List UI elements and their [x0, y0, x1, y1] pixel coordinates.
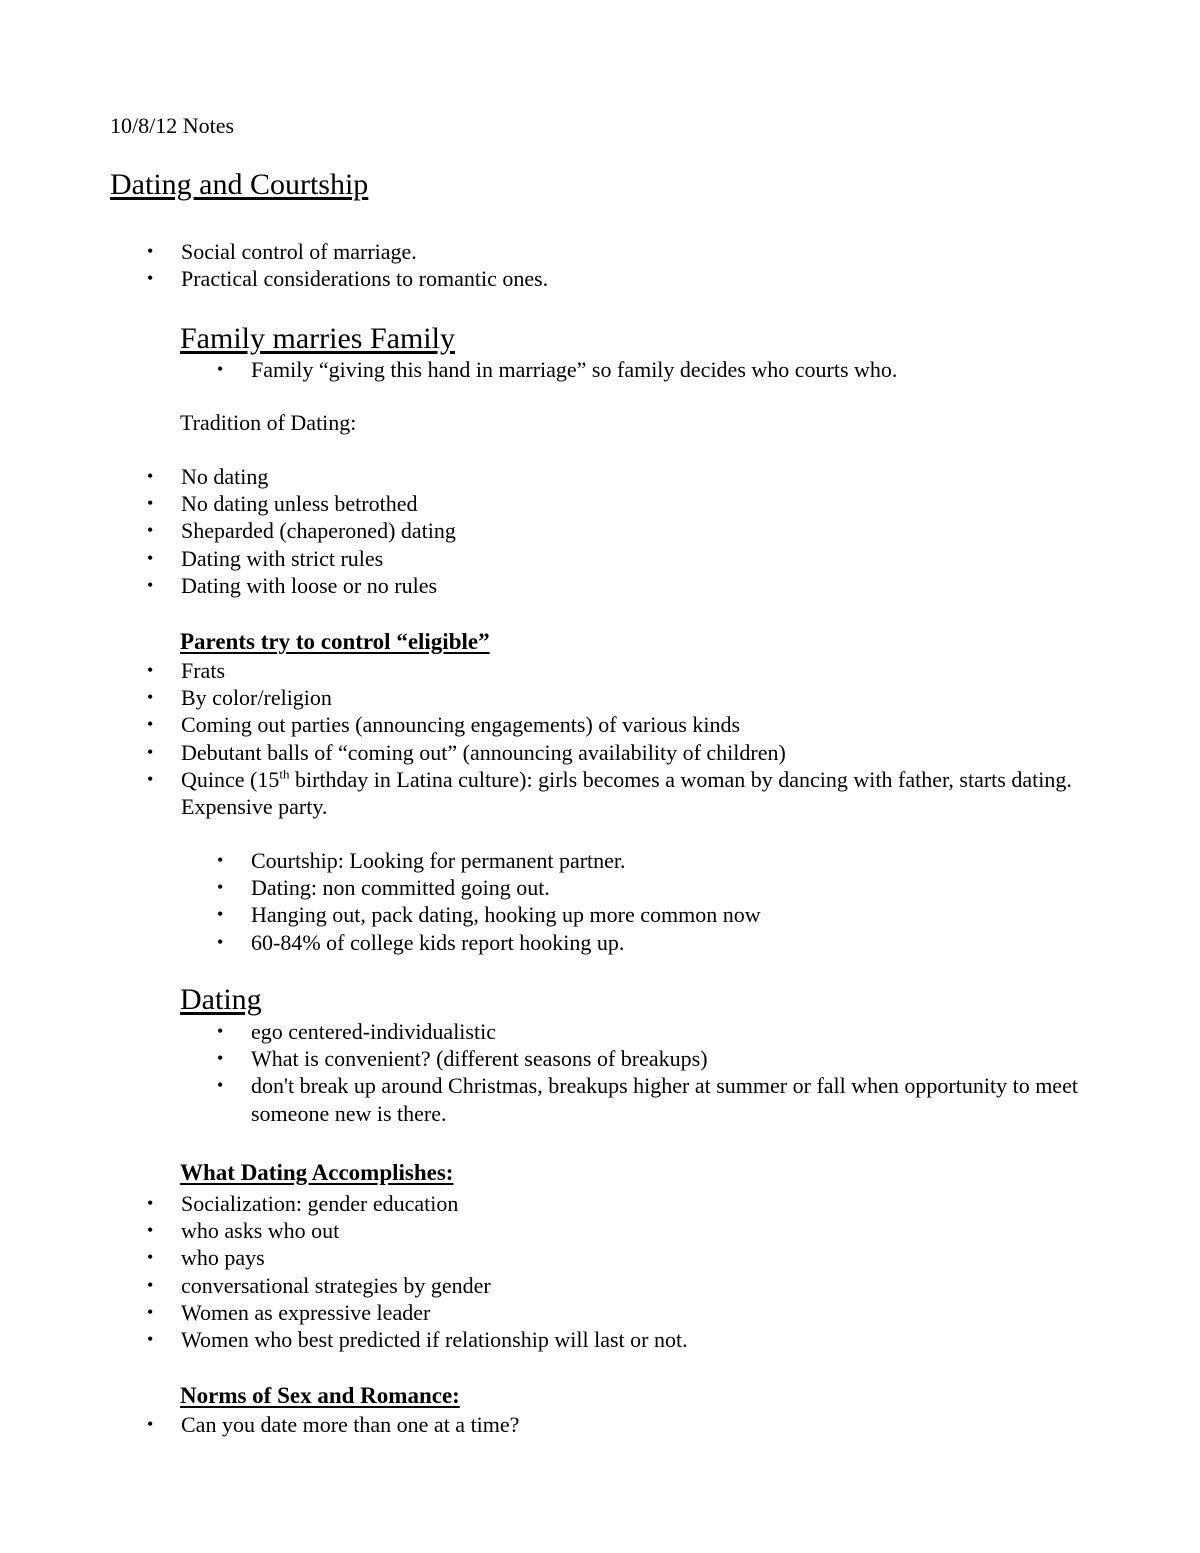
intro-bullet-list [147, 238, 549, 292]
superscript-ordinal: th [279, 766, 290, 782]
list-item: • Debutant balls of “coming out” (announcing availability of children) [147, 739, 786, 765]
parents-heading: Parents try to control “eligible” [180, 629, 490, 654]
bullet-icon: • [217, 850, 224, 870]
document-title: Dating and Courtship [110, 168, 369, 201]
list-item: • who pays [147, 1245, 265, 1271]
family-bullet-list [217, 356, 898, 383]
bullet-icon: • [147, 466, 154, 486]
list-item: • Social control of marriage. [147, 239, 417, 264]
accomplishes-heading: What Dating Accomplishes [180, 1160, 446, 1185]
bullet-icon: • [147, 1274, 154, 1295]
parents-bullet-list [147, 657, 1081, 820]
bullet-icon: • [147, 687, 154, 708]
list-item: • Hanging out, pack dating, hooking up more common now [217, 902, 761, 928]
accomplishes-bullet-list [147, 1190, 688, 1353]
list-item: • By color/religion [147, 685, 332, 711]
accomplishes-heading-colon: : [445, 1160, 454, 1185]
list-item: • Dating with strict rules [147, 545, 384, 571]
bullet-icon: • [217, 877, 224, 898]
list-item: • Dating with loose or no rules [147, 572, 438, 598]
bullet-icon: • [147, 547, 154, 568]
list-item: • don't break up around Christmas, breakups higher at summer or fall when opportunity to meet someone new is there. [217, 1073, 1078, 1126]
bullet-icon: • [147, 574, 154, 595]
list-item: • who asks who out [147, 1218, 340, 1244]
bullet-icon: • [147, 1301, 154, 1322]
bullet-icon: • [147, 1193, 154, 1213]
bullet-icon: • [147, 660, 154, 680]
family-heading: Family marries Family [180, 322, 455, 355]
list-item: • No dating unless betrothed [147, 491, 418, 517]
list-item: • Coming out parties (announcing engagements) of various kinds [147, 712, 741, 738]
bullet-icon: • [147, 241, 154, 261]
bullet-icon: • [147, 1329, 154, 1350]
list-item: • No dating [147, 464, 269, 489]
bullet-icon: • [217, 931, 224, 952]
bullet-icon: • [147, 1414, 154, 1434]
bullet-icon: • [147, 1247, 154, 1268]
bullet-icon: • [147, 714, 154, 735]
norms-bullet-list [147, 1411, 520, 1438]
bullet-icon: • [217, 1075, 224, 1096]
list-item: • Sheparded (chaperoned) dating [147, 518, 456, 544]
bullet-icon: • [147, 768, 154, 789]
bullet-icon: • [147, 268, 154, 289]
bullet-icon: • [217, 904, 224, 925]
list-item-quince: • Quince (15th birthday in Latina culture): girls becomes a woman by dancing with father, starts dating. Expensive party. [147, 766, 1072, 820]
list-item: • ego centered-individualistic [217, 1019, 496, 1044]
bullet-icon: • [147, 741, 154, 762]
list-item: • Courtship: Looking for permanent partner. [217, 848, 626, 873]
list-item: • Women who best predicted if relationship will last or not. [147, 1327, 688, 1353]
courtship-bullet-list [217, 847, 761, 956]
dating-bullet-list [217, 1018, 1101, 1127]
bullet-icon: • [217, 1021, 224, 1041]
list-item: • Socialization: gender education [147, 1191, 459, 1216]
bullet-icon: • [147, 493, 154, 514]
accomplishes-heading-line [180, 1158, 453, 1188]
norms-heading: Norms of Sex and Romance: [180, 1383, 460, 1408]
list-item: • What is convenient? (different seasons of breakups) [217, 1046, 708, 1072]
list-item: • Frats [147, 658, 225, 683]
bullet-icon: • [217, 359, 224, 379]
list-item: • Can you date more than one at a time? [147, 1412, 520, 1437]
list-item: • Dating: non committed going out. [217, 875, 550, 901]
dating-heading: Dating [180, 983, 262, 1016]
tradition-bullet-list [147, 463, 456, 599]
list-item: • Women as expressive leader [147, 1299, 431, 1325]
list-item: • conversational strategies by gender [147, 1272, 491, 1298]
tradition-label: Tradition of Dating: [180, 410, 357, 435]
list-item: • Family “giving this hand in marriage” so family decides who courts who. [217, 357, 898, 382]
list-item: • 60-84% of college kids report hooking up. [217, 929, 625, 955]
bullet-icon: • [147, 1220, 154, 1241]
bullet-icon: • [217, 1048, 224, 1069]
bullet-icon: • [147, 520, 154, 541]
list-item: • Practical considerations to romantic ones. [147, 266, 549, 292]
date-line: 10/8/12 Notes [110, 113, 235, 138]
